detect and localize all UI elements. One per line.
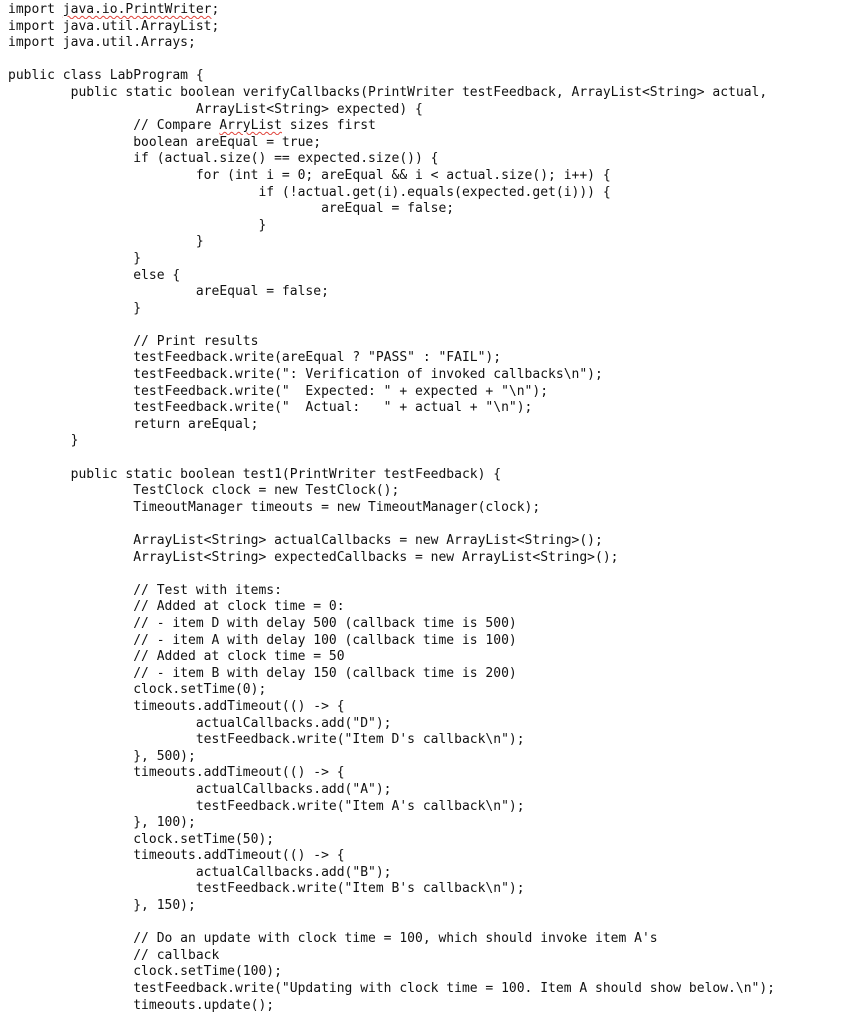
code-text: return areEqual; (8, 416, 259, 432)
code-line (0, 19, 859, 36)
code-text: // Compare (8, 118, 220, 134)
code-line (0, 218, 859, 235)
code-line (0, 799, 859, 816)
code-text: areEqual = false; (8, 201, 455, 217)
code-text: ; (211, 2, 220, 17)
code-text: // - item A with delay 100 (callback time is 100) (8, 632, 517, 648)
code-text: } (8, 300, 142, 316)
code-line (0, 649, 859, 666)
code-line (0, 732, 859, 749)
code-line (0, 2, 859, 19)
code-text: timeouts.addTimeout(() -> { (8, 765, 345, 781)
code-text: } (8, 234, 204, 250)
code-text: timeouts.update(); (8, 997, 275, 1013)
code-text: // - item D with delay 500 (callback time is 500) (8, 615, 517, 631)
code-text: testFeedback.write(areEqual ? "PASS" : "FAIL"); (8, 350, 502, 366)
code-line (0, 599, 859, 616)
code-text: if (!actual.get(i).equals(expected.get(i))) { (8, 184, 611, 200)
spellcheck-flagged-word: ArryList (219, 118, 282, 134)
spellcheck-flagged-word: java.io.PrintWriter (62, 2, 212, 17)
code-text: // - item B with delay 150 (callback time is 200) (8, 665, 517, 681)
code-text: testFeedback.write(" Expected: " + expected + "\n"); (8, 383, 549, 399)
code-line (0, 948, 859, 965)
code-line (0, 583, 859, 600)
code-text: }, 500); (8, 748, 196, 764)
code-line (0, 467, 859, 484)
code-text: // callback (8, 947, 220, 963)
code-text: else { (8, 267, 181, 283)
code-text: TimeoutManager timeouts = new TimeoutManager(clock); (8, 499, 541, 515)
code-line (0, 52, 859, 69)
code-line (0, 566, 859, 583)
code-line (0, 915, 859, 932)
code-text: TestClock clock = new TestClock(); (8, 483, 400, 499)
code-line (0, 417, 859, 434)
code-line (0, 765, 859, 782)
code-text: testFeedback.write("Item D's callback\n"); (8, 732, 525, 748)
code-text: public static boolean verifyCallbacks(PrintWriter testFeedback, ArrayList<String> actual, (8, 84, 768, 100)
code-line (0, 848, 859, 865)
code-line (0, 118, 859, 135)
code-text: import java.util.ArrayList; (8, 18, 220, 34)
code-text: sizes first (281, 118, 376, 134)
code-line (0, 666, 859, 683)
code-text: actualCallbacks.add("A"); (8, 781, 392, 797)
code-line (0, 981, 859, 998)
code-line (0, 815, 859, 832)
code-text: actualCallbacks.add("B"); (8, 864, 392, 880)
code-text: // Test with items: (8, 582, 282, 598)
code-line (0, 35, 859, 52)
code-line (0, 898, 859, 915)
code-line (0, 102, 859, 119)
code-line (0, 500, 859, 517)
code-line (0, 268, 859, 285)
code-line (0, 135, 859, 152)
code-text: ArrayList<String> expected) { (8, 101, 423, 117)
code-text: }, 150); (8, 898, 196, 914)
code-line (0, 749, 859, 766)
code-text: public class LabProgram { (8, 68, 204, 84)
code-text: // Do an update with clock time = 100, which should invoke item A's (8, 931, 658, 947)
code-line (0, 533, 859, 550)
code-line (0, 832, 859, 849)
code-line (0, 334, 859, 351)
code-line (0, 151, 859, 168)
code-line (0, 400, 859, 417)
code-line (0, 284, 859, 301)
code-text: clock.setTime(50); (8, 831, 275, 847)
code-text: clock.setTime(0); (8, 682, 267, 698)
code-text: }, 100); (8, 815, 196, 831)
code-text: import (8, 2, 63, 17)
code-line (0, 616, 859, 633)
code-line (0, 865, 859, 882)
code-text: // Print results (8, 333, 259, 349)
code-text: for (int i = 0; areEqual && i < actual.size(); i++) { (8, 167, 611, 183)
code-text: actualCallbacks.add("D"); (8, 715, 392, 731)
code-line (0, 251, 859, 268)
code-line (0, 782, 859, 799)
code-line (0, 68, 859, 85)
code-line (0, 881, 859, 898)
code-line (0, 998, 859, 1015)
code-text: clock.setTime(100); (8, 964, 282, 980)
code-line (0, 716, 859, 733)
code-text: boolean areEqual = true; (8, 134, 322, 150)
code-text: // Added at clock time = 0: (8, 599, 345, 615)
code-text: areEqual = false; (8, 284, 329, 300)
code-line (0, 234, 859, 251)
code-line (0, 433, 859, 450)
code-line (0, 168, 859, 185)
code-line (0, 201, 859, 218)
code-text: testFeedback.write(": Verification of invoked callbacks\n"); (8, 367, 603, 383)
code-text: testFeedback.write(" Actual: " + actual + "\n"); (8, 400, 533, 416)
code-text: testFeedback.write("Item A's callback\n"); (8, 798, 525, 814)
code-line (0, 633, 859, 650)
code-text: testFeedback.write("Item B's callback\n"); (8, 881, 525, 897)
code-text: public static boolean test1(PrintWriter testFeedback) { (8, 466, 502, 482)
code-line (0, 682, 859, 699)
code-text: ArrayList<String> expectedCallbacks = new ArrayList<String>(); (8, 549, 619, 565)
code-line (0, 350, 859, 367)
code-text: timeouts.addTimeout(() -> { (8, 698, 345, 714)
code-text: if (actual.size() == expected.size()) { (8, 151, 439, 167)
code-line (0, 516, 859, 533)
code-line (0, 85, 859, 102)
code-text: timeouts.addTimeout(() -> { (8, 848, 345, 864)
code-line (0, 483, 859, 500)
code-text: } (8, 433, 79, 449)
code-text: } (8, 250, 142, 266)
code-line (0, 450, 859, 467)
code-text: import java.util.Arrays; (8, 35, 196, 51)
code-line (0, 185, 859, 202)
code-text: ArrayList<String> actualCallbacks = new ArrayList<String>(); (8, 533, 603, 548)
code-line (0, 931, 859, 948)
code-text: testFeedback.write("Updating with clock time = 100. Item A should show below.\n"); (8, 981, 776, 997)
code-text: // Added at clock time = 50 (8, 649, 345, 665)
code-line (0, 301, 859, 318)
code-line (0, 964, 859, 981)
code-line (0, 317, 859, 334)
code-line (0, 367, 859, 384)
code-line (0, 384, 859, 401)
code-line (0, 699, 859, 716)
code-text: } (8, 217, 267, 233)
code-line (0, 550, 859, 567)
